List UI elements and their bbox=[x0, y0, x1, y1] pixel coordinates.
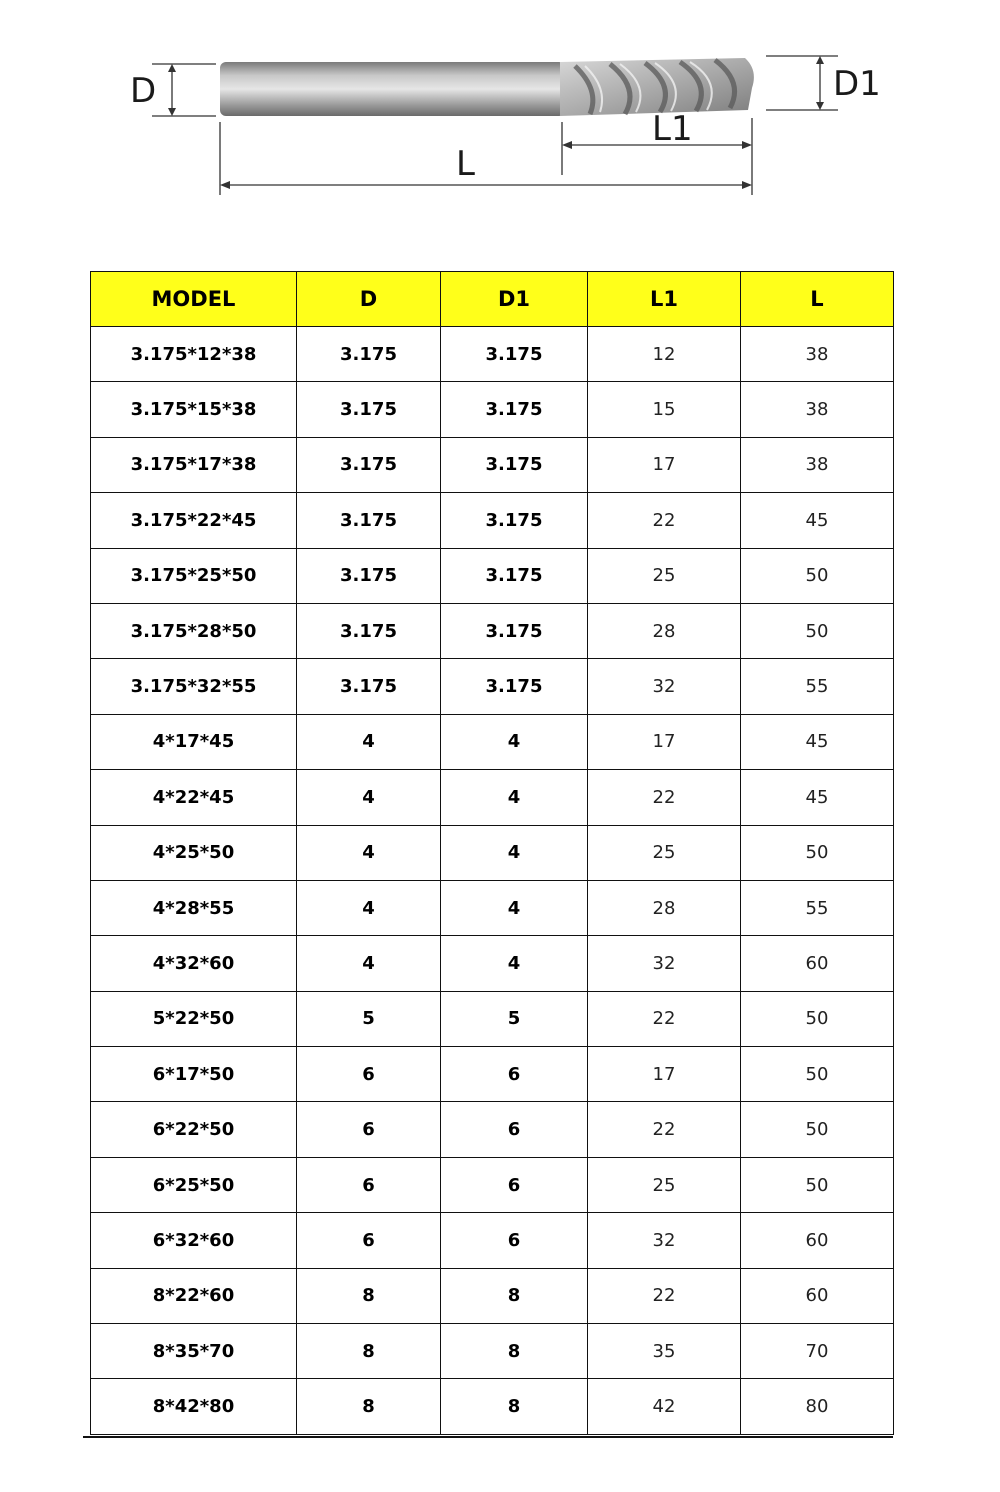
d1-cell: 6 bbox=[441, 1102, 588, 1157]
table-row bbox=[91, 1324, 894, 1379]
model-cell: 6*32*60 bbox=[91, 1213, 297, 1268]
specification-table bbox=[90, 271, 894, 1435]
table-row bbox=[91, 327, 894, 382]
d-cell: 3.175 bbox=[297, 603, 441, 658]
d-cell: 3.175 bbox=[297, 548, 441, 603]
table-row bbox=[91, 382, 894, 437]
table-row bbox=[91, 1379, 894, 1434]
model-cell: 4*28*55 bbox=[91, 880, 297, 935]
table-row bbox=[91, 659, 894, 714]
l-cell: 50 bbox=[741, 548, 894, 603]
d1-cell: 3.175 bbox=[441, 327, 588, 382]
d-cell: 6 bbox=[297, 1213, 441, 1268]
header-d1: D1 bbox=[441, 272, 588, 327]
l-cell: 60 bbox=[741, 936, 894, 991]
d1-cell: 4 bbox=[441, 714, 588, 769]
d1-cell: 8 bbox=[441, 1268, 588, 1323]
model-cell: 4*32*60 bbox=[91, 936, 297, 991]
l1-cell: 22 bbox=[588, 770, 741, 825]
table-row bbox=[91, 880, 894, 935]
l-cell: 50 bbox=[741, 1047, 894, 1102]
l-cell: 50 bbox=[741, 1157, 894, 1212]
l1-cell: 28 bbox=[588, 603, 741, 658]
end-mill-diagram bbox=[0, 0, 1000, 230]
d-cell: 8 bbox=[297, 1379, 441, 1434]
l1-cell: 32 bbox=[588, 1213, 741, 1268]
l-cell: 50 bbox=[741, 603, 894, 658]
l1-cell: 32 bbox=[588, 659, 741, 714]
l1-cell: 17 bbox=[588, 437, 741, 492]
d1-cell: 8 bbox=[441, 1324, 588, 1379]
table-row bbox=[91, 493, 894, 548]
d-cell: 4 bbox=[297, 714, 441, 769]
l1-cell: 17 bbox=[588, 1047, 741, 1102]
l1-cell: 22 bbox=[588, 1268, 741, 1323]
table-bottom-rule bbox=[83, 1436, 893, 1438]
model-cell: 3.175*22*45 bbox=[91, 493, 297, 548]
l-cell: 70 bbox=[741, 1324, 894, 1379]
l1-cell: 35 bbox=[588, 1324, 741, 1379]
d1-cell: 4 bbox=[441, 770, 588, 825]
model-cell: 3.175*17*38 bbox=[91, 437, 297, 492]
header-l: L bbox=[741, 272, 894, 327]
table-row bbox=[91, 1047, 894, 1102]
header-d: D bbox=[297, 272, 441, 327]
model-cell: 4*17*45 bbox=[91, 714, 297, 769]
d-cell: 3.175 bbox=[297, 437, 441, 492]
d-cell: 4 bbox=[297, 880, 441, 935]
l-cell: 50 bbox=[741, 991, 894, 1046]
d1-cell: 6 bbox=[441, 1047, 588, 1102]
model-cell: 3.175*32*55 bbox=[91, 659, 297, 714]
table-row bbox=[91, 603, 894, 658]
d1-cell: 3.175 bbox=[441, 548, 588, 603]
d1-cell: 3.175 bbox=[441, 493, 588, 548]
table-row bbox=[91, 936, 894, 991]
d-cell: 3.175 bbox=[297, 659, 441, 714]
l-cell: 38 bbox=[741, 327, 894, 382]
table-row bbox=[91, 1268, 894, 1323]
model-cell: 4*25*50 bbox=[91, 825, 297, 880]
model-cell: 3.175*25*50 bbox=[91, 548, 297, 603]
d1-cell: 5 bbox=[441, 991, 588, 1046]
d1-cell: 4 bbox=[441, 825, 588, 880]
l1-cell: 22 bbox=[588, 1102, 741, 1157]
end-mill-drawing bbox=[0, 0, 1000, 230]
l-cell: 45 bbox=[741, 770, 894, 825]
l-cell: 60 bbox=[741, 1213, 894, 1268]
l1-cell: 17 bbox=[588, 714, 741, 769]
table-row bbox=[91, 991, 894, 1046]
model-cell: 3.175*28*50 bbox=[91, 603, 297, 658]
l1-cell: 22 bbox=[588, 493, 741, 548]
model-cell: 6*22*50 bbox=[91, 1102, 297, 1157]
l-cell: 50 bbox=[741, 825, 894, 880]
header-l1: L1 bbox=[588, 272, 741, 327]
model-cell: 8*42*80 bbox=[91, 1379, 297, 1434]
table-row bbox=[91, 437, 894, 492]
table-row bbox=[91, 548, 894, 603]
model-cell: 6*17*50 bbox=[91, 1047, 297, 1102]
l1-cell: 42 bbox=[588, 1379, 741, 1434]
table-row bbox=[91, 1157, 894, 1212]
l-cell: 45 bbox=[741, 714, 894, 769]
d-cell: 8 bbox=[297, 1268, 441, 1323]
d-cell: 3.175 bbox=[297, 327, 441, 382]
header-model: MODEL bbox=[91, 272, 297, 327]
d-cell: 6 bbox=[297, 1102, 441, 1157]
d-cell: 6 bbox=[297, 1047, 441, 1102]
l-cell: 55 bbox=[741, 659, 894, 714]
table-header-row bbox=[91, 272, 894, 327]
d1-cell: 6 bbox=[441, 1157, 588, 1212]
table-row bbox=[91, 714, 894, 769]
model-cell: 5*22*50 bbox=[91, 991, 297, 1046]
d-cell: 8 bbox=[297, 1324, 441, 1379]
d-cell: 4 bbox=[297, 936, 441, 991]
d1-cell: 3.175 bbox=[441, 659, 588, 714]
table-row bbox=[91, 1102, 894, 1157]
table-row bbox=[91, 1213, 894, 1268]
model-cell: 6*25*50 bbox=[91, 1157, 297, 1212]
d1-cell: 4 bbox=[441, 936, 588, 991]
model-cell: 8*22*60 bbox=[91, 1268, 297, 1323]
table-row bbox=[91, 825, 894, 880]
d1-cell: 8 bbox=[441, 1379, 588, 1434]
d-cell: 3.175 bbox=[297, 382, 441, 437]
l1-cell: 22 bbox=[588, 991, 741, 1046]
l-cell: 80 bbox=[741, 1379, 894, 1434]
model-cell: 8*35*70 bbox=[91, 1324, 297, 1379]
d1-cell: 3.175 bbox=[441, 603, 588, 658]
l1-cell: 25 bbox=[588, 825, 741, 880]
l-cell: 50 bbox=[741, 1102, 894, 1157]
d-cell: 4 bbox=[297, 770, 441, 825]
l-cell: 38 bbox=[741, 437, 894, 492]
l-cell: 60 bbox=[741, 1268, 894, 1323]
d-cell: 3.175 bbox=[297, 493, 441, 548]
l-cell: 55 bbox=[741, 880, 894, 935]
model-cell: 4*22*45 bbox=[91, 770, 297, 825]
l1-cell: 32 bbox=[588, 936, 741, 991]
l1-cell: 15 bbox=[588, 382, 741, 437]
l-cell: 45 bbox=[741, 493, 894, 548]
l1-cell: 12 bbox=[588, 327, 741, 382]
tool-shank bbox=[220, 62, 565, 116]
model-cell: 3.175*15*38 bbox=[91, 382, 297, 437]
d-cell: 6 bbox=[297, 1157, 441, 1212]
l1-cell: 28 bbox=[588, 880, 741, 935]
dim-label-d: D bbox=[130, 71, 157, 111]
model-cell: 3.175*12*38 bbox=[91, 327, 297, 382]
d-cell: 4 bbox=[297, 825, 441, 880]
table-row bbox=[91, 770, 894, 825]
dim-label-l: L bbox=[456, 144, 475, 184]
dim-label-d1: D1 bbox=[833, 64, 881, 104]
dim-label-l1: L1 bbox=[652, 109, 693, 149]
l-cell: 38 bbox=[741, 382, 894, 437]
d1-cell: 3.175 bbox=[441, 437, 588, 492]
d-cell: 5 bbox=[297, 991, 441, 1046]
l1-cell: 25 bbox=[588, 1157, 741, 1212]
d1-cell: 6 bbox=[441, 1213, 588, 1268]
d1-cell: 4 bbox=[441, 880, 588, 935]
d1-cell: 3.175 bbox=[441, 382, 588, 437]
l1-cell: 25 bbox=[588, 548, 741, 603]
